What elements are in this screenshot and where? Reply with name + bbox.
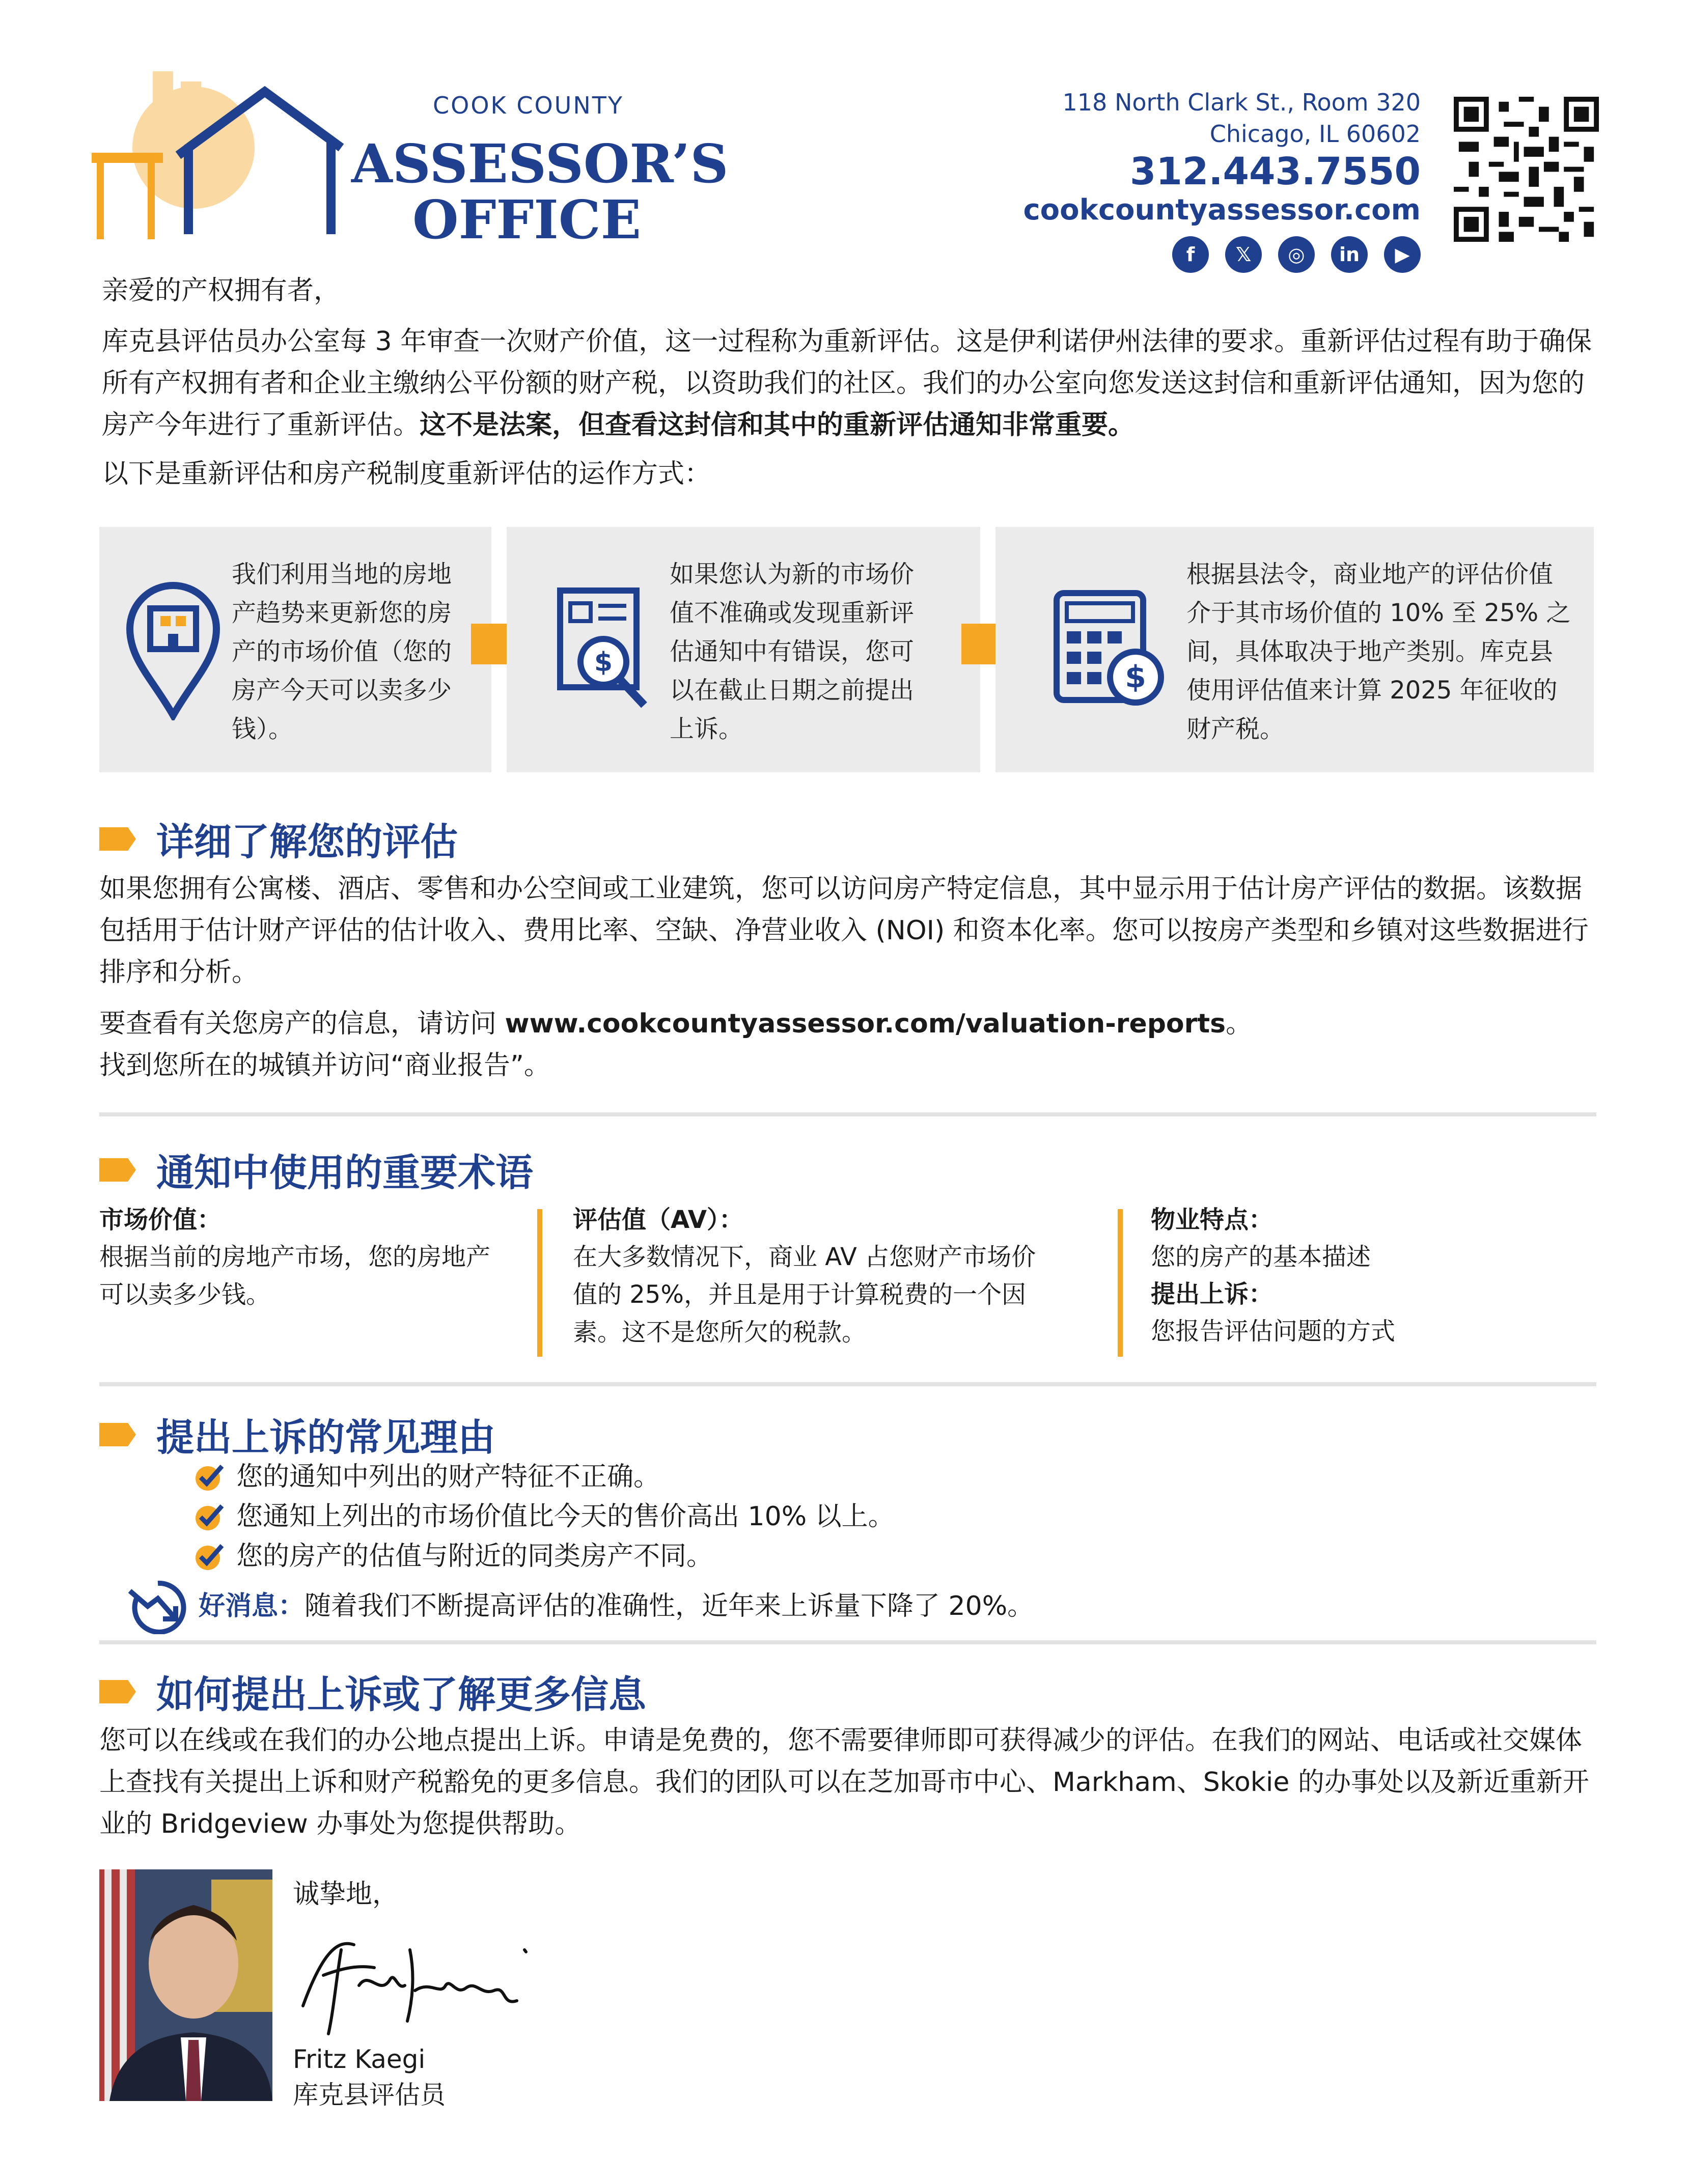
visit-prefix: 要查看有关您房产的信息，请访问 [99,1009,505,1039]
location-house-icon [122,578,224,720]
step-3-text: 根据县法令，商业地产的评估价值介于其市场价值的 10% 至 25% 之间，具体取决于地产类别。库克县使用评估值来计算 2025 年征收的财产税。 [1186,560,1571,743]
term-property-characteristics [1151,1201,1599,1350]
section-flag-icon [99,1158,136,1182]
section-flag-icon [99,827,136,851]
valuation-reports-link[interactable]: www.cookcountyassessor.com/valuation-reports [505,1009,1226,1039]
phone-number[interactable]: 312.443.7550 [1129,150,1421,193]
section-terms-title: 通知中使用的重要术语 [156,1151,533,1195]
house-logo-icon [87,61,351,244]
section-reasons-title: 提出上诉的常见理由 [156,1416,495,1460]
visit-suffix: 。 [1226,1009,1253,1039]
reason-text: 您的房产的估值与附近的同类房产不同。 [236,1541,713,1572]
list-item [193,1497,1568,1536]
section-flag-icon [99,1423,136,1446]
checkmark-icon [193,1541,225,1572]
intro-paragraph [102,321,1599,446]
good-news-text: 随着我们不断提高评估的准确性，近年来上诉量下降了 20%。 [305,1591,1034,1621]
step-2-text: 如果您认为新的市场价值不准确或发现重新评估通知中有错误，您可以在截止日期之前提出上诉。 [670,560,915,743]
term-label: 物业特点： [1151,1206,1274,1234]
assessor-portrait [99,1869,272,2101]
instagram-icon[interactable]: ◎ [1278,236,1315,273]
closing-text: 诚挚地， [293,1879,399,1910]
signature-image [293,1919,558,2036]
term-text: 您报告评估问题的方式 [1151,1317,1396,1346]
address-line1: 118 North Clark St., Room 320 [1062,89,1421,116]
section-how-header [99,1665,646,1719]
intro-text: 库克县评估员办公室每 3 年审查一次财产价值，这一过程称为重新评估。这是伊利诺伊州法律的要求。重新评估过程有助于确保所有产权拥有者和企业主缴纳公平份额的财产税，以资助我们的社区。我们的办公室向您发送这封信和重新评估通知，因为您的房产今年进行了重新评估。 [102,326,1592,440]
youtube-icon[interactable]: ▶ [1384,236,1421,273]
linkedin-icon[interactable]: in [1331,236,1368,273]
divider [99,1640,1596,1644]
checkmark-icon [193,1501,225,1532]
list-item [193,1457,1568,1497]
svg-text:$: $ [594,647,613,678]
signer-title: 库克县评估员 [293,2080,446,2110]
reason-text: 您的通知中列出的财产特征不正确。 [236,1462,660,1492]
step-card-2 [507,527,980,772]
reasons-list [193,1457,1568,1576]
step-card-1 [99,527,491,772]
valuation-body: 如果您拥有公寓楼、酒店、零售和办公空间或工业建筑，您可以访问房产特定信息，其中显示用于估计房产评估的数据。该数据包括用于估计财产评估的估计收入、费用比率、空缺、净营业收入 (NOI) 和资本化率。您可以按房产类型和乡镇对这些数据进行排序和分析。 [99,874,1589,988]
valuation-visit-line [99,1003,1596,1045]
document-search-icon [555,585,657,718]
term-market-value [99,1201,496,1313]
section-flag-icon [99,1680,136,1703]
how-body: 您可以在线或在我们的办公地点提出上诉。申请是免费的，您不需要律师即可获得减少的评估。在我们的网站、电话或社交媒体上查找有关提出上诉和财产税豁免的更多信息。我们的团队可以在芝加哥市中心、Markham、Skokie 的办事处以及新近重新开业的 Bridgeview 办事处为您提供帮助。 [99,1725,1589,1839]
intro-bold-text: 这不是法案，但查看这封信和其中的重新评估通知非常重要。 [420,410,1135,440]
county-label: COOK COUNTY [433,92,624,119]
section-valuation-header [99,812,458,866]
calculator-dollar-icon [1051,588,1169,710]
section-how-title: 如何提出上诉或了解更多信息 [156,1673,646,1717]
term-label: 提出上诉： [1151,1280,1274,1308]
term-text: 根据当前的房地产市场，您的房地产可以卖多少钱。 [99,1243,491,1309]
facebook-icon[interactable]: f [1172,236,1209,273]
step-card-3 [995,527,1594,772]
good-news [127,1578,1034,1634]
divider [99,1382,1596,1386]
logo-title-line1: ASSESSOR’S [351,132,729,195]
trend-down-icon [127,1578,193,1634]
website-link[interactable]: cookcountyassessor.com [1023,193,1421,227]
social-links [927,236,1421,273]
qr-code-icon[interactable] [1454,97,1599,242]
term-text: 在大多数情况下，商业 AV 占您财产市场价值的 25%，并且是用于计算税费的一个因素。这不是您所欠的税款。 [573,1243,1036,1347]
contact-block [927,87,1421,273]
signature-icon [293,1919,558,2036]
section-reasons-header [99,1408,495,1462]
assessor-logo [87,61,729,251]
term-label: 市场价值： [99,1206,222,1234]
reason-text: 您通知上列出的市场价值比今天的售价高出 10% 以上。 [236,1501,895,1532]
section-terms-header [99,1143,533,1197]
checkmark-icon [193,1461,225,1493]
step-1-text: 我们利用当地的房地产趋势来更新您的房产的市场价值（您的房产今天可以卖多少钱）。 [232,560,452,743]
greeting: 亲爱的产权拥有者， [102,275,341,306]
term-divider [1118,1209,1123,1357]
how-it-works-text: 以下是重新评估和房产税制度重新评估的运作方式： [102,459,711,489]
list-item [193,1536,1568,1576]
divider [99,1112,1596,1116]
term-divider [537,1209,542,1357]
term-assessed-value [573,1201,1051,1351]
good-news-label: 好消息： [199,1591,305,1621]
x-icon[interactable]: 𝕏 [1225,236,1262,273]
section-valuation-title: 详细了解您的评估 [156,820,458,864]
term-text: 您的房产的基本描述 [1151,1243,1371,1271]
find-town-text: 找到您所在的城镇并访问“商业报告”。 [99,1050,550,1081]
term-label: 评估值（AV）： [573,1206,744,1234]
signer-name: Fritz Kaegi [293,2045,426,2074]
svg-text:$: $ [1125,659,1146,695]
logo-title-line2: OFFICE [412,188,641,251]
address-line2: Chicago, IL 60602 [1209,120,1421,148]
